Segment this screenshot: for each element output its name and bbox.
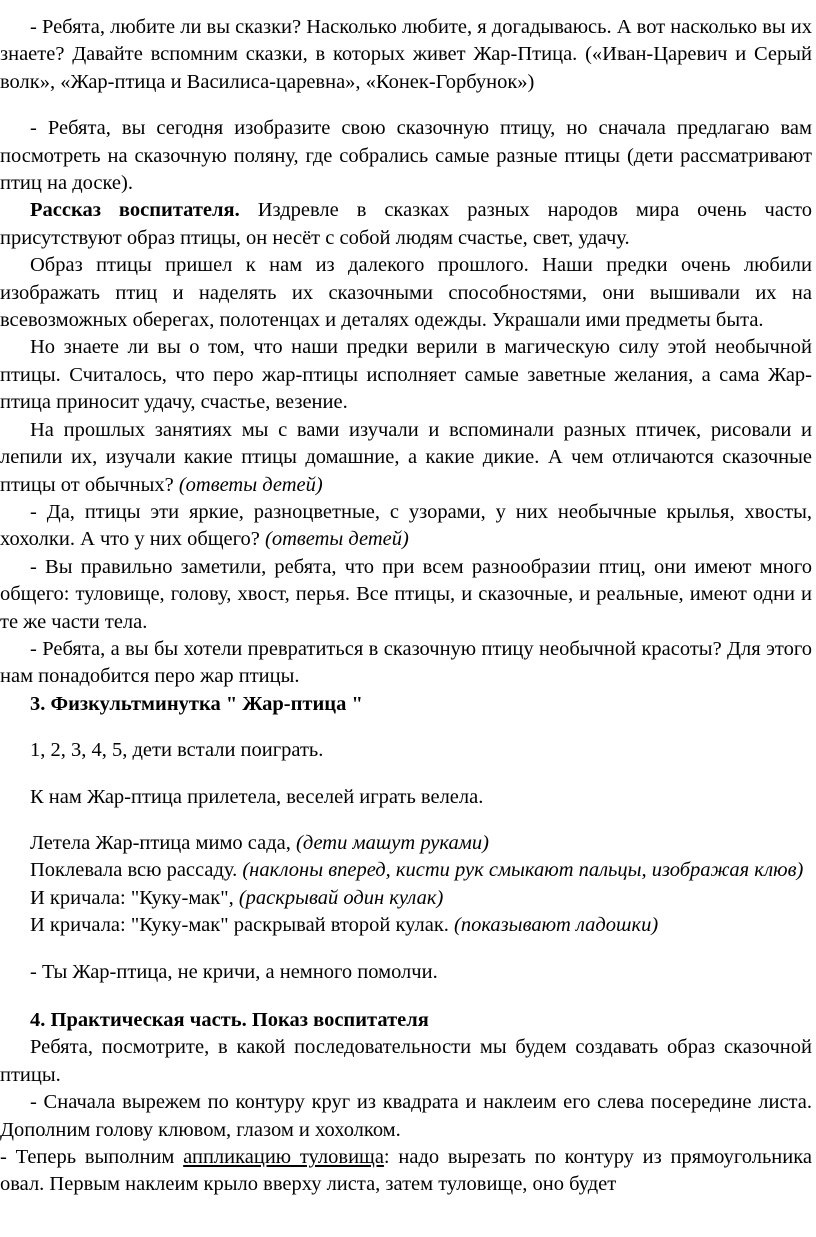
paragraph-bird-traits — [0, 499, 812, 554]
poem-line-1: 1, 2, 3, 4, 5, дети встали поиграть. — [30, 739, 324, 762]
paragraph-magic: Но знаете ли вы о том, что наши предки верили в магическую силу этой необычной птицы. Считалось, что перо жар-птицы исполняет самые заветные желания, а сама Жар-птица приносит удачу, счастье, везение. — [0, 336, 812, 414]
applique-link-text: аппликацию туловища — [183, 1146, 384, 1169]
poem-action-note: (дети машут руками) — [296, 831, 489, 854]
children-answers-note: (ответы детей) — [178, 473, 323, 496]
poem-action-note: (наклоны вперед, кисти рук смыкают пальцы, изображая клюв) — [242, 859, 804, 882]
section-heading-4: 4. Практическая часть. Показ воспитателя — [30, 1009, 429, 1031]
poem-line-7: - Ты Жар-птица, не кричи, а немного помолчи. — [30, 960, 438, 983]
paragraph-image-origin: Образ птицы пришел к нам из далекого прошлого. Наши предки очень любили изображать птиц и наделять их сказочными способностями, они вышивали их на всевозможных оберегах, полотенцах и деталях одежды. Украшали ими предметы быта. — [0, 254, 812, 332]
story-label: Рассказ воспитателя. — [30, 199, 240, 222]
poem-action-note: (раскрывай один кулак) — [238, 886, 444, 909]
past-lessons-text: На прошлых занятиях мы с вами изучали и вспоминали разных птичек, рисовали и лепили их, изучали какие птицы домашние, а какие дикие. А чем отличаются сказочные птицы от обычных? — [0, 418, 812, 496]
section-heading-3: 3. Физкультминутка " Жар-птица " — [30, 692, 363, 715]
poem-line-6: И кричала: "Куку-мак" раскрывай второй кулак. (показывают ладошки) — [30, 914, 659, 937]
poem-action-note: (показывают ладошки) — [454, 914, 659, 937]
children-answers-note: (ответы детей) — [265, 528, 409, 551]
paragraph-story — [0, 197, 812, 252]
bird-traits-text: - Да, птицы эти яркие, разноцветные, с узорами, у них необычные крылья, хвосты, хохолки. А что у них общего? — [0, 500, 812, 551]
paragraph-past-lessons — [0, 417, 812, 499]
paragraph-intro: - Ребята, любите ли вы сказки? Насколько любите, я догадываюсь. А вот насколько вы их знаете? Давайте вспомним сказки, в которых живет Жар-Птица. («Иван-Царевич и Серый волк», «Жар-птица и Василиса-царевна», «Конек-Горбунок») — [0, 16, 812, 93]
poem-line-3: Летела Жар-птица мимо сада, (дети машут руками) — [30, 831, 489, 854]
poem-line-2: К нам Жар-птица прилетела, веселей играть велела. — [30, 785, 484, 808]
paragraph-common-parts: - Вы правильно заметили, ребята, что при всем разнообразии птиц, они имеют много общего: туловище, голову, хвост, перья. Все птицы, и сказочные, и реальные, имеют одни и те же части тела. — [0, 555, 812, 633]
paragraph-task: - Ребята, вы сегодня изобразите свою сказочную птицу, но сначала предлагаю вам посмотреть на сказочную поляну, где собрались самые разные птицы (дети рассматривают птиц на доске). — [0, 117, 812, 195]
paragraph-transform: - Ребята, а вы бы хотели превратиться в сказочную птицу необычной красоты? Для этого нам понадобится перо жар птицы. — [0, 637, 812, 688]
paragraph-step-body: - Теперь выполним аппликацию туловища: надо вырезать по контуру из прямоугольника овал. Первым наклеим крыло вверху листа, затем туловище, оно будет — [0, 1146, 812, 1196]
story-text: Издревле в сказках разных народов мира очень часто присутствуют образ птицы, он несёт с собой людям счастье, свет, удачу. — [0, 199, 812, 249]
poem-line-4: Поклевала всю рассаду. (наклоны вперед, кисти рук смыкают пальцы, изображая клюв) — [30, 859, 804, 882]
paragraph-step-head: - Сначала вырежем по контуру круг из квадрата и наклеим его слева посередине листа. Дополним голову клювом, глазом и хохолком. — [0, 1091, 812, 1141]
poem-line-5: И кричала: "Куку-мак", (раскрывай один кулак) — [30, 886, 444, 909]
paragraph-sequence: Ребята, посмотрите, в какой последовательности мы будем создавать образ сказочной птицы. — [0, 1036, 812, 1086]
